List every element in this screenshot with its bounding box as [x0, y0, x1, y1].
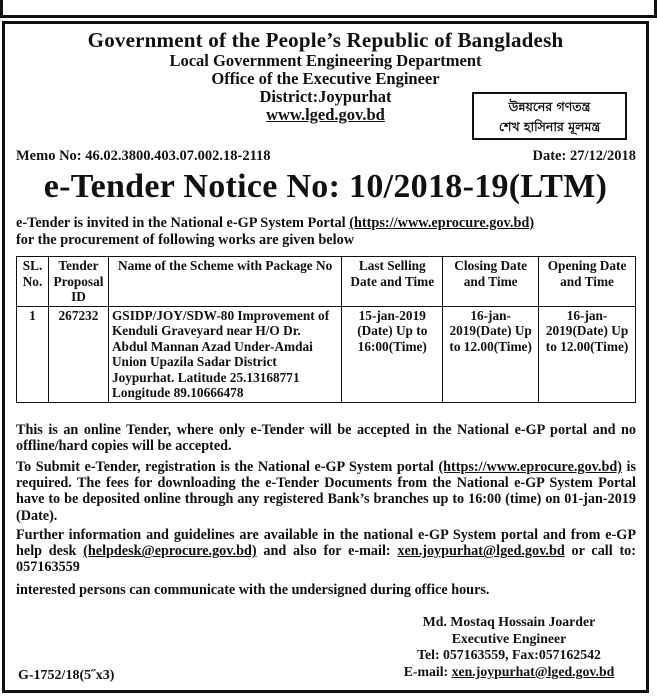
signatory-designation: Executive Engineer: [451, 630, 567, 646]
further-info-paragraph: [16, 527, 636, 576]
department-title: Local Government Engineering Department: [169, 51, 482, 70]
office-title: Office of the Executive Engineer: [211, 69, 440, 88]
column-header-opening: Opening Date and Time: [539, 257, 636, 307]
cell-last-selling: 15-jan-2019 (Date) Up to 16:00(Time): [342, 306, 443, 402]
cell-sl: 1: [17, 306, 49, 402]
signatory-email-label: E-mail:: [403, 663, 452, 679]
publication-code: G-1752/18(5˝x3): [18, 668, 115, 683]
website-link[interactable]: www.lged.gov.bd: [266, 105, 385, 124]
cell-closing: 16-jan-2019(Date) Up to 12.00(Time): [443, 306, 539, 402]
intro-text-2: for the procurement of following works are given below: [16, 232, 355, 248]
signatory-email-link[interactable]: xen.joypurhat@lged.gov.bd: [451, 663, 615, 679]
signatory-name: Md. Mostaq Hossain Joarder: [422, 614, 596, 629]
notice-date: Date: 27/12/2018: [532, 148, 636, 164]
memo-number: Memo No: 46.02.3800.403.07.002.18-2118: [16, 148, 271, 164]
cell-scheme: GSIDP/JOY/SDW-80 Improvement of Kenduli Graveyard near H/O Dr. Abdul Mannan Azad Under-Amdai Union Upazila Sadar District Joypurhat. Latitude 25.13168771 Longitude 89.10666478: [108, 306, 341, 402]
notice-title: e-Tender Notice No: 10/2018-19(LTM): [43, 168, 608, 205]
submit-text-2: is required. The fees for downloading the e-Tender Documents from the National e-GP System Portal have to be deposited online through any registered Bank’s branches up to 16:00 (time) on 01-jan-2019 (Date).: [16, 459, 636, 524]
cell-proposal-id: 267232: [48, 306, 108, 402]
intro-text: [16, 215, 636, 249]
helpdesk-email-link[interactable]: (helpdesk@eprocure.gov.bd): [83, 543, 257, 560]
submit-eprocure-link[interactable]: (https://www.eprocure.gov.bd): [438, 459, 622, 475]
slogan-line-1: উন্নয়নের গণতন্ত্র: [508, 99, 591, 114]
further-text-1: Further information and guidelines are available in the national e-GP System portal and from e-GP help desk: [16, 527, 636, 560]
column-header-last-selling: Last Selling Date and Time: [342, 257, 443, 307]
government-title: Government of the People’s Republic of Bangladesh: [87, 28, 564, 52]
further-text-2: and also for e-mail:: [256, 543, 398, 560]
further-text-3: or call to: 057163559: [16, 543, 636, 576]
column-header-proposal-id: Tender Proposal ID: [48, 257, 108, 307]
submit-paragraph: [16, 459, 636, 524]
slogan-box: [472, 92, 627, 140]
table-header-row: [17, 257, 636, 307]
xen-email-link[interactable]: xen.joypurhat@lged.gov.bd: [397, 543, 565, 560]
top-border-strip: [0, 0, 657, 18]
online-tender-paragraph: This is an online Tender, where only e-Tender will be accepted in the National e-GP portal and no offline/hard copies will be accepted.: [16, 422, 636, 455]
table-row: [17, 306, 636, 402]
interested-paragraph: interested persons can communicate with the undersigned during office hours.: [16, 582, 490, 598]
slogan-line-2: শেখ হাসিনার মূলমন্ত্র: [498, 119, 601, 134]
column-header-closing: Closing Date and Time: [443, 257, 539, 307]
tender-table: [16, 256, 636, 403]
eprocure-link[interactable]: (https://www.eprocure.gov.bd): [349, 215, 535, 231]
column-header-sl: SL. No.: [17, 257, 49, 307]
signatory-email-line: [384, 664, 634, 681]
cell-opening: 16-jan-2019(Date) Up to 12.00(Time): [539, 306, 636, 402]
intro-text-1: e-Tender is invited in the National e-GP System Portal: [16, 215, 350, 231]
submit-text-1: To Submit e-Tender, registration is the National e-GP System portal: [16, 459, 439, 475]
signatory-phone: Tel: 057163559, Fax:057162542: [417, 647, 601, 662]
column-header-scheme: Name of the Scheme with Package No: [108, 257, 341, 307]
signature-block: [384, 614, 634, 680]
district-title: District:Joypurhat: [259, 87, 392, 106]
